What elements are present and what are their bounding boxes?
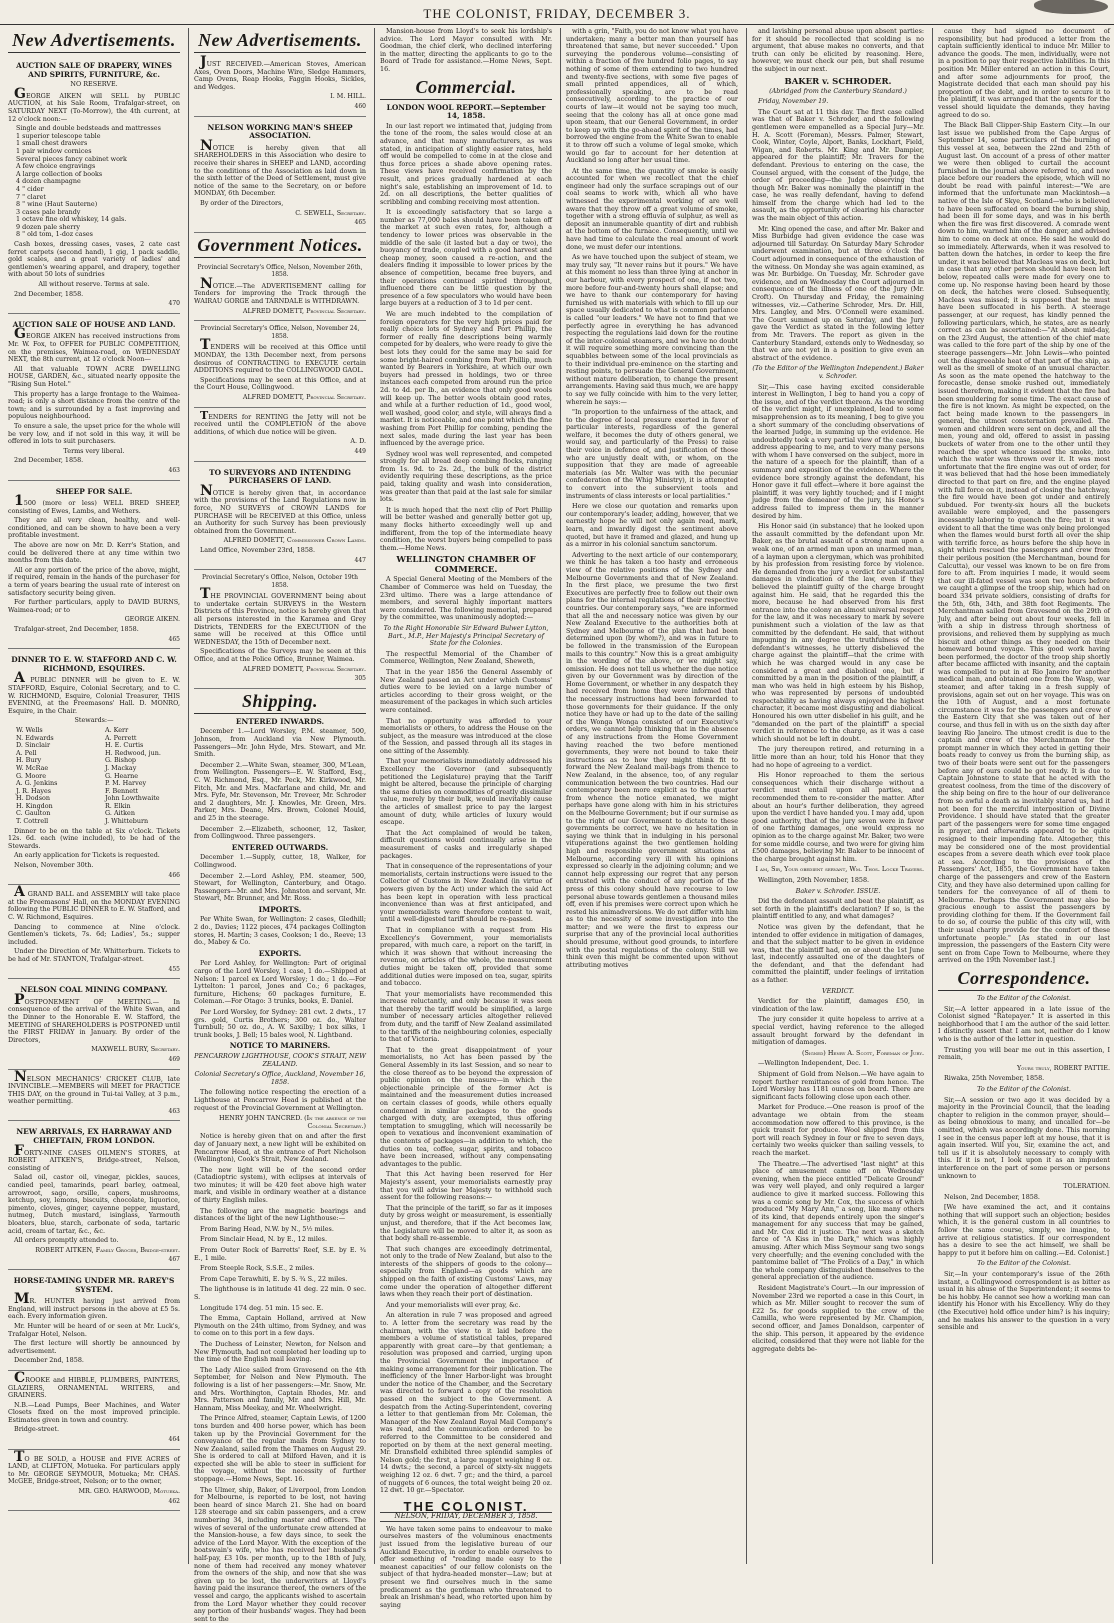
ad-lead: GEORGE AIKEN has received instructions from Mr. W. Fox, to OFFER for PUBLIC COMPETITION, on the premises, Waimea-road, on WEDNESDAY NEXT, the 8th current, at 12 o'clock Noon—: [8, 326, 180, 364]
section-header-correspondence: Correspondence.: [938, 968, 1110, 991]
column-rule: [374, 28, 375, 1564]
letter-address: To the Editor of the Colonist.: [977, 1084, 1071, 1093]
local-news: [752, 1071, 924, 1353]
letter-pattie: [938, 995, 1110, 1083]
article-dateline: Nelson, 2nd December, 1858.: [944, 1192, 1040, 1201]
ad-lead: GEORGE AIKEN will SELL by PUBLIC AUCTION, at his Sale Room, Trafalgar-street, on SATURDAY NEXT (To-Morrow), the 4th current, at 12 o'clock noon:—: [8, 85, 180, 123]
article-paragraph: The Theatre.—The advertised "last night" at this place of amusement came off on Wednesday evening, when the piece entitled "Delicate Ground" was very well played, and only required a larger audience to give it marked success. Following this was a comic song by Mr. Cox, the success of which produced "My Mary Ann," a song, like many others of its kind, that depends entirely upon the singer's management for any success that may be gained, and Mr. Cox did it justice. The next was a sketch farce of "A Kiss in the Dark," which was highly amusing. After which Miss Seymour sang two songs very cheerfully; and the evening concluded with the pantomime ballet of "The Frolics of a Day," in which the whole company distinguished themselves to the general appreciation of the audience.: [752, 1159, 924, 1282]
bearing: From Sinclair Head, N. by E., 12 miles.: [200, 1235, 327, 1244]
stewards-list: [8, 727, 180, 828]
article-paragraph: Sydney wool was well represented, and competed strongly for all bread deep combing flocks, ranging from 1s. 9d. to 2s. 2d., the bulk of the district evidently requiring these descriptions, as the price paid, taking quality and wash into consideration, was greater than that paid at the last sale for similar lots.: [380, 449, 552, 504]
ad-body: Salad oil, castor oil, vinegar, pickles, sauces, candied peel, tamarinds, pearl barley, oatmeal, arrowroot, sago, orsille, capers, mushrooms, ketchup, soy, lemons, biscuits, chocolate, liquorice, pimento, cloves, ginger, cayenne pepper, mustard, nutmeg, Dutch mustard, isinglass, Yarmouth bloaters, blue, starch, carbonate of soda, tartaric acid, cream of tartar, &c., &c.: [8, 1173, 180, 1235]
article-paragraph: The Duchess of Leinster, Newton, for Nelson and New Plymouth, had not completed her loading up to the time of the English mail leaving.: [194, 1339, 366, 1364]
article-title: WELLINGTON CHAMBER OF COMMERCE.: [396, 555, 536, 576]
article-paragraph: Sir,—A letter appeared in a late issue of the Colonist signed "Ratepayer." It is asserted in this neighborhood that I am the author of the said letter. I distinctly assert that I am not, neither do I know who is the author of the letter in question.: [938, 1004, 1110, 1043]
ad-date: Nelson, November 30th.: [14, 861, 94, 870]
notice-number: 447: [354, 556, 366, 564]
notice-office: Land Office, November 23rd, 1858.: [200, 545, 316, 554]
columns: [8, 27, 1110, 1623]
list-item: 4 dozen champagne: [16, 177, 81, 186]
ad-number: 467: [168, 1256, 180, 1264]
article-title: LONDON WOOL REPORT.—September 14, 1858.: [386, 102, 546, 121]
article-paragraph: The jury consider it quite hopeless to arrive at a special verdict, having reference to the alleged assault brought forward by the defendant in mitigation of damages.: [752, 1015, 924, 1047]
ad-body: All orders promptly attended to.: [14, 1236, 119, 1245]
ad-number: 463: [168, 466, 180, 474]
article-paragraph: That your memorialists have recommended this increase reluctantly, and only because it was seen that thereby the tariff would be simplified, a large number of necessary articles altogether relieved from duty, and the tariff of New Zealand assimilated to the tariffs of the neighbouring colonies, especially to that of Victoria.: [380, 989, 552, 1044]
ad-signature: GEORGE AIKEN.: [124, 615, 180, 624]
ad-cricket-club: [8, 1068, 180, 1122]
notice-number: 449: [354, 447, 366, 455]
ad-body: By order of the Directors,: [200, 198, 284, 207]
notice-title: TO SURVEYORS AND INTENDING PURCHASERS OF LAND.: [209, 467, 351, 486]
notice-lead: NOTICE is hereby given that, in accordance with the provisions of the Land Regulations now in force, NO SURVEYS of CROWN LANDS for PURCHASE will be RECEIVED at this Office, unless an Authority for such Survey has been previously obtained from the Government.: [194, 482, 366, 535]
letter-toleration: [938, 1086, 1110, 1257]
editorial-continued: [566, 28, 738, 969]
letter-address: To the Editor of the Colonist.: [977, 994, 1071, 1003]
column-4: [566, 28, 738, 1564]
ink-blot: [1034, 0, 1108, 14]
ad-signature: ROBERT AITKEN, Family Grocer, Bridge-street.: [35, 1245, 180, 1254]
article-title: NOTICE TO MARINERS.: [229, 1041, 331, 1051]
ad-sheep-association: [194, 119, 366, 233]
ad-body: All that valuable TOWN ACRE DWELLING HOUSE, GARDEN, &c., situated nearly opposite the "Rising Sun Hotel.": [8, 364, 180, 388]
article-paragraph: Shipment of Gold from Nelson.—We have again to report further remittances of gold from hence. The Lord Worsley has 1181 ounces on board. There are significant facts following close upon each other.: [752, 1070, 924, 1101]
shipping-subhead: ENTERED INWARDS.: [235, 716, 325, 726]
editorial-masthead: THE COLONIST.: [403, 1498, 529, 1514]
ad-number: 465: [354, 219, 366, 227]
notice-lead: TENDERS for RENTING the Jetty will not be received until the COMPLETION of the above additions, of which due notice will be given.: [194, 408, 366, 436]
list-item: W. McRae: [16, 763, 49, 772]
ad-body: For further particulars, apply to DAVID BURNS, Waimea-road; or to: [8, 598, 180, 614]
notice-lead: THE PROVINCIAL GOVERNMENT being about to undertake certain SURVEYS in the Western Districts of this Province, notice is hereby given that all persons interested in the Karamea and Grey Districts, TENDERS for the EXECUTION of the same will be received at this Office until WEDNESDAY, the 15th of December next.: [194, 586, 366, 646]
article-paragraph: That your memorialists immediately addressed his Excellency the Governor (and subsequently petitioned the Legislature) praying that the Tariff might be altered, because the principle of charging the same duties on commodities of greatly dissimilar value, merely by their bulk, would inevitably cause the articles of smallest price to pay the largest amount of duty, while articles of luxury would escape.: [380, 757, 552, 827]
bearing: The lighthouse is in latitude 41 deg. 22 min. 0 sec. S.: [194, 1285, 366, 1301]
shipping-entry: Per Lord Ashley, for Wellington: Part of original cargo of the Lord Worsley, 1 case, 1 do.—Shipped at Nelson: 1 parcel ex Lord Worsley; 1 do.; 1 do.—For Lyttelton: 1 parcel, Jones and Co.; 6 packages, furniture, Hichens; 60 packages furniture, E. Coleman.—For Otago: 3 trunks, books, E. Daniel.: [194, 959, 366, 1006]
article-paragraph: The Black Ball Clipper-Ship Eastern City.—In our last issue we published from the Cape Argus of September 14, some particulars of the burning of this vessel at sea, between the 22nd and 25th of August last. On account of a press of other matter we were then obliged to curtail the account furnished in the journal above referred to, and now place before our readers the episode, which will no doubt be read with painful interest:—"We are informed that the unfortunate man Mackintosh—a native of the Isle of Skye, Scotland—who is believed to have been suffocated on board the burning ship, had been ill for some days, and was in his berth when the fire was first discovered. A comrade went down to him, warned him of the danger, and advised him to come on deck at once. He said he would do so immediately. Afterwards, when it was resolved to batten down the hatches, in order to keep the fire under, it was believed that Macleas was on deck, but in case that any other person should have been left below, repeated calls were made for every one to come up. No response having been heard by those on deck, the hatches were closed. Subsequently, Macleas was missed; it is supposed that he must have been suffocated in his berth. A steerage passenger, at our request, has kindly penned the following particulars, which, he states, are as nearly correct as can be ascertained:—"At about mid-day, on the 23rd August, the attention of the chief mate was called to the fore part of the ship by one of the steerage passengers—Mr. John Lewis—who pointed out the disagreeable heat of that part of the ship, as well as the smell of smoke of an unusual character. As soon as the mate opened the hatchway to the forecastle, dense smoke rushed out, immediately issued therefrom, making it evident that the fire had been smouldering for some time. The exact cause of the fire is not known. As might be expected, on the fact being made known to the passengers in general, the utmost consternation prevailed. The women and children were sent on deck, and all the men, young and old, offered to assist in passing buckets of water from one to the other until they reached the spot whence issued the smoke, into which the water was thrown over it. It was most unfortunate that the fire engine was out of order, for it was believed that had the hose been immediately directed to that part on fire, and the engine played with full force on it, instead of closing the hatchway, the fire would have been got under and entirely subdued. For twenty-six hours all the buckets available were employed, and the passengers incessantly laboring to quench the fire; but it was evident to all that the time was only being prolonged when the flames would burst forth all over the ship with terrific force, as hours before the ship hove in sight which rescued the passengers and crew from their perilous position (the Merchantman, bound for Calcutta), our vessel was known to be on fire from fore to aft. From inquiries I made, it would seem that our ill-fated vessel was seen two hours before we caught a glimpse of the troop ship, which had on board 334 private soldiers, consisting of drafts for the 5th, 6th, 34th, and 38th foot Regiments. The Merchantman sailed from Gravesend on the 29th of July, and after being out about four weeks, fell in with a ship in distress through shortness of provisions, and relieved them by supplying as much biscuit and other things as they needed on their homeward bound voyage. This good work having been performed, the doctor of the troop ship shortly after became afflicted with insanity, and the captain was compelled to put in at Rio Janeiro for another medical man, and obtained one from the Wasp, war steamer, and after taking in a fresh supply of provisions, again set out on her voyage. This was on the 10th of August, and a most fortunate circumstance it was for the passengers and crew of the Eastern City that she was taken out of her course, and thus fell in with us on the sixth day after leaving Rio Janeiro. The utmost credit is due to the captain and crew of the Merchantman for the prompt manner in which they acted in getting their boats ready to convey us from the burning ship, as two of their boats were sent out for the passengers before any of ours could be got ready. It is due to Captain Johnstone to state that he acted with the greatest coolness, from the time of the discovery of the ship being on fire to the hour of our deliverance from so awful a death as inevitably stared us, had it not been for the merciful interposition of Divine Providence. I should have stated that the greater part of the passengers were for some time engaged in prayer, and afterwards appeared to be quite resigned to their impending fate. Altogether, this may be considered one of the most providential escapes from a severe death which ever took place at sea. According to the provisions of the Passengers' Act, 1855, the Government have taken charge of the passengers and crew of the Eastern City, and they have also determined upon calling for tenders for the conveyance of all of them to Melbourne. Perhaps the Government may also be gracious enough to assist the passengers by providing clothing for them. If the Government fail to do so, of course the public of this city will, with their usual charity provide for the comfort of these unfortunate people." [As stated in our last impression, the passengers of the Eastern City were sent on from Cape Town to Melbourne, where they arrived on the 19th November last.]: [938, 121, 1110, 965]
shipping-entry: December 1.—Supply, cutter, 18, Walker, for Collingwood.: [194, 853, 366, 869]
list-item: 3 cases pale brandy: [16, 207, 81, 216]
article-paragraph: At the same time, the quantity of smoke is easily accounted for when we recollect that the chief engineer had only the surface scrapings out of our coal seams to work with, which all who have witnessed the experimental working of are well aware that they throw off a great volume of smoke, together with a strong effluvia of sulphur, as well as deposit an innumerable quantity of dirt and rubbish at the bottom of the furnace. Consequently, until we have had time to calculate the real amount of work done, we must defer our intentions.: [566, 166, 738, 251]
article-paragraph: That in the year 1856 the General Assembly of New Zealand passed an Act under which Customs' duties were to be levied on a large number of articles according to their gross weight, or the measurement of the packages in which such articles were contained.: [380, 667, 552, 714]
article-paragraph: The jury thereupon retired, and returning in a little more than an hour, told his Honor that they had no hope of agreeing to a verdict.: [752, 745, 924, 769]
ad-lead: MR. HUNTER having just arrived from England, will instruct persons in the above at £5 5s. each. Every information given.: [8, 1291, 180, 1321]
list-item: F. Bennett: [105, 786, 139, 795]
notice-office: Provincial Secretary's Office, Nelson, October 19th 1858.: [202, 574, 358, 589]
notice-surveyors: [194, 464, 366, 571]
ad-sheep-for-sale: [8, 483, 180, 650]
article-dateline: Riwaka, 25th November, 1858.: [944, 1074, 1045, 1083]
list-item: 1 superior telescope table: [16, 131, 101, 140]
ad-place: Bridge-street.: [14, 1425, 59, 1434]
column-2: [194, 28, 366, 1623]
ad-body: N.B.—Lead Pumps, Beer Machines, and Water Closets fixed on the most improved principle. Estimates given in town and country.: [8, 1400, 180, 1424]
notice-signature: ALFRED DOMETT, Provincial Secretary.: [242, 393, 366, 401]
shipping-news: [194, 718, 366, 1040]
article-paragraph: The Prince Alfred, steamer, Captain Lewis, of 1200 tons burden and 400 horse power, which has been taken up by the Provincial Government for the conveyance of the regular mails from Sydney to New Zealand, sailed from the Thames on August 29. She is ordered to call at Milford Haven, and it is expected she will be able to steer in sufficient for the voyage, without the necessity of further stoppage.—Home News, Sept. 16.: [194, 1414, 366, 1484]
ad-body: Dinner to be on the table at Six o'clock. Tickets 12s. 6d. each (wine included), to be had of the Stewards.: [8, 826, 180, 850]
column-3: [380, 27, 552, 1609]
article-paragraph: Mansion-house from Lloyd's to seek his lordship's advice. The Lord Mayor consulted with Mr. Goodman, the chief clerk, who declined interfering in the matter, directing the applicants to go to the Board of Trade for assistance.—Home News, Sept. 16.: [380, 27, 552, 73]
article-subtitle: (Abridged from the Canterbury Standard.): [769, 86, 907, 95]
list-item: G. Aitken: [105, 809, 135, 818]
editorial-date: NELSON, FRIDAY, DECEMBER 3, 1858.: [380, 1512, 552, 1522]
article-signature: Yours truly, ROBERT PATTIE.: [1016, 1063, 1110, 1072]
list-item: H. Redwood, jun.: [105, 748, 161, 757]
ad-lead: CROOKE and HIBBLE, PLUMBERS, PAINTERS, GLAZIERS, ORNAMENTAL WRITERS, and GRAINERS.: [8, 1369, 180, 1400]
article-subtitle: PENCARROW LIGHTHOUSE, COOK'S STRAIT, NEW ZEALAND.: [194, 1051, 366, 1068]
list-item: H. Kingdon: [16, 801, 53, 810]
notice-collingwood-gaol: [194, 323, 366, 407]
notice-provincial-surveys: [194, 572, 366, 689]
article-paragraph: That this Act having been reserved for Her Majesty's assent, your memorialists earnestly pray that you will advise her Majesty to withhold such assent for the following reasons:—: [380, 1170, 552, 1202]
verdict-heading: VERDICT.: [822, 986, 854, 995]
list-item: G. Hearne: [105, 771, 139, 780]
column-rule: [560, 28, 561, 1564]
article-paragraph: The new light will be of the second order (Catadioptric system), with eclipses at intervals of two minutes; it will be 420 feet above high water mark, and visible in ordinary weather at a distance of thirty English miles.: [194, 1165, 366, 1205]
notice-office: Provincial Secretary's Office, Nelson, November 24, 1858.: [200, 325, 360, 340]
bearing: From Steeple Rock, S.S.E., 2 miles.: [200, 1264, 315, 1273]
ad-coal-mining: [8, 981, 180, 1069]
article-paragraph: The Ulmer, ship, Baker, of Liverpool, from London for Melbourne, is reported to be lost, not having been heard of since March 21. She had on board 128 steerage and six cabin passengers, and a crew numbering 34, including master and officers. The wives of several of the unfortunate crew attended at the Mansion-house, a few days since, to seek the advice of the Lord Mayor. With the exception of the boatswain's wife, who has received her husband's half-pay, £3 10s. per month, up to the 18th of July, none of them had received any money whatever from the owners of the ship, and now that she was given up to be lost, the underwriters at Lloyd's having paid the insurance thereof, the owners of the vessel and cargo, the applicants wished to ascertain from the Lord Mayor whether they could recover any portion of their husbands' wages. They had been sent to the: [194, 1485, 366, 1623]
article-dateline: Friday, November 19.: [758, 97, 829, 106]
ad-date: 2nd December, 1858.: [14, 456, 84, 465]
ad-body: This property has a large frontage to the Waimea-road; is only a short distance from the centre of the town; and is surrounded by a fast improving and populous neighbourhood.: [8, 389, 180, 421]
ad-signature: C. SEWELL, Secretary.: [295, 208, 366, 217]
column-rule: [932, 28, 933, 1564]
shipping-entry: December 2.—White Swan, steamer, 300, M'Lean, from Wellington. Passengers—E. W. Stafford, Esq., C. W. Richmond, Esq., Mr. Peck, Mr. Kirkwood, Mr. Fitch, Mr. and Mrs. Macfarlane and child, Mr. and Mrs. Fyfe, Mr. Stevenson, Mr. Treveer, Mr. Schroder and 2 daughters, Mr. J. Knowles, Mr. Green, Mrs. Parker, Mrs. Deane, Mrs. Brown, Colonel Mould, and 25 in the steerage.: [194, 760, 366, 822]
list-item: H. Bury: [16, 756, 42, 765]
article-paragraph: Mr. King opened the case, and after Mr. Baker and Miss Burbidge had given evidence the case was adjourned till Saturday. On Saturday Mary Schroder underwent examination, but at three o'clock the Court adjourned in consequence of the exhaustion of the witness. On Monday she was again examined, as was Mr. Burbidge. On Tuesday, Mr. Schroder gave evidence, and on Wednesday the Court adjourned in consequence of the illness of one of the Jury (Mr. Croft). On Thursday and Friday, the remaining witnesses, viz.—Catherine Schroder, Mrs. Dr. Hill, Mrs. Langley, and Mrs. O'Connell were examined. The Court summed up on Saturday, and the Jury gave the Verdict as stated in the following letter from Mr. Travers. The report as given in the Canterbury Standard, extends only to Wednesday, so that we are not yet in a position to give even an abstract of the evidence.: [752, 224, 924, 362]
article-paragraph: "In proportion to the unfairness of the attack, and to the degree of local pressure exerted in favor of particular interests, regardless of the general welfare, it becomes the duty of others general, we would say, and particularly of the Press) to raise their voice in defence of, and justification of those who are unjustly dealt with, or whom, on the supposition that they are made of agreeable materials (as Mr. Walter was with the pecuniar confederation of the Whig Ministry), it is attempted to convert into the subservient tools and instruments of class interests or local partialities.": [566, 408, 738, 500]
article-paragraph: As we have touched upon the subject of steam, we may truly say, "It never rains but it pours." We have at this moment no less than three lying at anchor in our harbour, with every prospect of one, if not two, more before four-and-twenty hours shall elapse; and we have to thank our contemporary for having furnished us with materials with which to fill up our space usually dedicated to what is common parlance is called "our leaders." We have not to find that we perfectly agree in everything he has advanced respecting the regulations laid down for the routine of the inter-colonial steamers, and we have no doubt it will require something more convincing than the squabbles between some of the local provincials as to their individual pre-eminence on the starting and resting points, to persuade the General Government, without mature deliberation, to change the present arrangements. Having said thus much, we are happy to say we fully coincide with him to the very letter, wherein he says:—: [566, 253, 738, 406]
notice-wairau-gorge: [194, 262, 366, 322]
masthead: [0, 4, 1114, 25]
list-item: A. Kerr: [105, 725, 129, 734]
article-office: Colonial Secretary's Office, Auckland, November 16, 1858.: [194, 1070, 366, 1086]
list-item: G. Bishop: [105, 756, 137, 765]
shipping-subhead: EXPORTS.: [258, 948, 302, 958]
ad-body: The above are now on Mr. D. Kerr's Station, and could be delivered there at any time within two months from this date.: [8, 541, 180, 565]
list-item: 4 " cider: [16, 184, 44, 193]
list-item: C. Gaulton: [16, 809, 51, 818]
article-continued: [380, 28, 552, 74]
list-item: A few choice engravings: [16, 162, 96, 171]
article-paragraph: In our last report we intimated that, judging from the tone of the room, the sales would close at an advance, and that many manufacturers, as was stated, in anticipation of slightly easier rates, held off would be compelled to come in at the close and thus force prices a shade above opening rates. These views have received confirmation by the result, and prices gradually hardened at each night's sale, establishing an improvement of 1d. to 2d. on all descriptions, the better qualities of scribbling and combing receiving most attention.: [380, 121, 552, 206]
list-item: 1 octave fine old whiskey, 14 gals.: [16, 215, 127, 224]
article-paragraph: Resident Magistrate's Court.—In our impression of November 23rd we reported a case in this Court, in which as Mr. Miller sought to recover the sum of £22 5s. for goods supplied to the crew of the Camilla, who were represented by Mr. Champion, second officer, and James Donaldson, carpenter of the ship. This person, it appeared by the evidence elicited, considered that they were not liable for the aggregate debts be-: [752, 1284, 924, 1353]
notice-signature: A. D.: [350, 437, 366, 446]
list-item: J. R. Hayes: [16, 786, 52, 795]
list-item: A. Perrett: [105, 733, 137, 742]
ad-number: 463: [168, 1107, 180, 1115]
stewards-right: [97, 727, 180, 826]
section-header-commercial: Commercial.: [380, 77, 552, 100]
column-rule: [188, 28, 189, 1564]
notice-number: 305: [354, 675, 366, 683]
letter-collingwood: [938, 1260, 1110, 1331]
ad-body: All or any portion of the price of the above, might, if required, remain in the hands of the purchaser for a term of years bearing the usual rate of interest on satisfactory security being given.: [8, 565, 180, 597]
section-header-new-advertisements: New Advertisements.: [194, 30, 366, 53]
shipping-entry: Per Lord Worsley, for Sydney: 281 cwt. 2 dwts., 17 grs. gold, Curtis Brothers; 300 oz. do., Walter Turnbull; 50 oz. do., A. W. Saxilby; 1 box silks, 1 trunk books, J. Bell; 15 bales wool, N. Lightband.: [194, 1008, 366, 1039]
notice-office: Provincial Secretary's Office, Nelson, November 26th, 1858.: [197, 263, 363, 279]
article-dateline: Wellington, 29th November, 1858.: [758, 875, 870, 884]
editor-note: [We have examined the act, and it contains nothing that will support such an objection; besides which, it is the general custom in all countries to follow the same course, simply, we imagine, to arrive at religious statistics. If our correspondent has a desire to see the act himself, we shall be happy to put it before him on calling.—Ed. Colonist.]: [938, 1203, 1110, 1257]
article-paragraph: That in consequence of the representations of your memorialists, certain instructions were issued to the Collector of Customs in New Zealand (in virtue of powers given by the Act) under which the said Act has been kept in operation with less practical inconvenience than was at first anticipated, and your memorialists were therefore content to wait, until a well-digested tariff should be re-passed.: [380, 862, 552, 924]
column-6: [938, 28, 1110, 1564]
ad-number: 464: [168, 1436, 180, 1444]
article-paragraph: Did the defendant assault and beat the plaintiff, as set forth in the plaintiff's declaration? If so, is the plaintiff entitled to any, and what damages?: [752, 897, 924, 921]
ad-title: SHEEP FOR SALE.: [55, 486, 133, 496]
article-paragraph: That no opportunity was afforded to your memorialists or others, to address the House on the subject, as the measure was introduced at the close of the Session, and passed through all its stages in one sitting of the Assembly.: [380, 716, 552, 755]
list-item: 1 pair window cornices: [16, 146, 92, 155]
list-item: Several pieces fancy cabinet work: [16, 154, 127, 163]
list-item: 8 " old tom, 1-doz cases: [16, 230, 93, 239]
list-item: A large collection of books: [16, 169, 103, 178]
article-paragraph: And your memorialists will ever pray, &c.: [386, 1300, 521, 1309]
article-paragraph: That in compliance with a request from His Excellency's Government, your memorialists prepared, with much care, a report on the tariff, in which it was shown that without increasing the revenue, on articles of the whole, the measurement duties might be taken off, provided that some additional duties were imposed on tea, sugar, spirits and tobacco.: [380, 925, 552, 988]
article-paragraph: and lavishing personal abuse upon absent parties: for it should be recollected that scolding is no argument, that abuse makes no converts, and that truth can only be elicited by reasoning. Here, however, we must check our pen, but shall resume the subject in our next.: [752, 27, 924, 73]
ad-subtitle: NO RESERVE.: [70, 80, 118, 89]
ad-body: Mr. Hunter will be heard of or seen at Mr. Luck's, Trafalgar Hotel, Nelson.: [8, 1321, 180, 1338]
ad-plumbers: [8, 1369, 180, 1450]
article-signature: (Signed) Henry A. Scott, Foreman of Jury.: [802, 1048, 924, 1057]
ad-body: To ensure a sale, the upset price for the whole will be very low, and if not sold in this way, it will be offered in lots to suit purchasers.: [8, 421, 180, 446]
shipping-subhead: ENTERED OUTWARDS.: [231, 842, 329, 852]
list-item: N. Edwards: [16, 733, 54, 742]
ad-body: An early application for Tickets is requested.: [14, 851, 160, 860]
list-item: A. G. Jenkins: [16, 779, 58, 788]
article-paragraph: It is much hoped that the next clip of Port Phillip will be better washed and generally better got up, many flocks hitherto exceedingly well up and indifferent, from the top of the intermediate heavy condition, the worst buyers being compelled to pass them.—Home News.: [380, 505, 552, 552]
article-signature: I am, Sir, Your obedient servant, Wm. Thos. Locke Travers.: [755, 865, 924, 874]
letter-address: To the Editor of the Colonist.: [977, 1259, 1071, 1268]
ad-house-for-sale: [8, 1448, 180, 1512]
ad-title: HORSE-TAMING UNDER MR. RAREY'S SYSTEM.: [13, 1275, 175, 1294]
ad-lead: A PUBLIC DINNER will be given to E. W. STAFFORD, Esquire, Colonial Secretary, and to C. W. RICHMOND, Esquire, Colonial Treasurer, THIS EVENING, at the Freemasons' Hall. D. MONRO, Esquire, in the Chair.: [8, 670, 180, 715]
list-item: 9 dozen pale sherry: [16, 222, 80, 231]
ad-body: They are all very clean, healthy, and well-conditioned, and can be shown to have been a very profitable investment.: [8, 516, 180, 540]
ad-title: NELSON WORKING MAN'S SHEEP ASSOCIATION.: [207, 122, 353, 141]
ad-grand-ball: [8, 884, 180, 979]
letter-heading: (To the Editor of the Wellington Independent.) Baker v. Schroder.: [752, 364, 924, 380]
chamber-of-commerce: [380, 555, 552, 1494]
column-rule: [746, 28, 747, 1564]
ad-number: 470: [168, 300, 180, 308]
article-source: —Wellington Independent, Dec. 1.: [758, 1059, 869, 1068]
shipping-entry: December 2.—Lord Ashley, P.M. steamer, 500, Stewart, for Wellington, Canterbury, and Otago. Passengers—Mr. and Mrs. Johnston and servant, Mr. Stewart, Mr. Brunner, and Mr. Ross.: [194, 871, 366, 903]
ad-body: The first lecture will shortly be announced by advertisement.: [8, 1339, 180, 1355]
article-signature: TOLERATION.: [1063, 1182, 1110, 1191]
ad-terms: Terms very liberal.: [63, 446, 125, 455]
article-signature: HENRY JOHN TANCRED. (In the absence of the Colonial Secretary.): [219, 1114, 366, 1130]
ad-date: 2nd December, 1858.: [14, 289, 84, 298]
ad-lead: FORTY-NINE CASES OILMEN'S STORES, at ROBERT AITKEN'S, Bridge-street, Nelson, consisting of: [8, 1142, 180, 1172]
list-item: H. E. Curtis: [105, 741, 144, 750]
wool-report: [380, 104, 552, 553]
column-1: [8, 28, 180, 1564]
ad-just-received: [194, 54, 366, 117]
notice-signature: ALFRED DOMETT, Provincial Secretary.: [242, 664, 366, 673]
bearing: From Cape Terawhiti, E. by S. ¾ S., 22 miles.: [200, 1274, 348, 1283]
ad-number: 469: [168, 1055, 180, 1063]
notice-lead: NOTICE.—The ADVERTISEMENT calling for Tenders for improving the Track through the WAIRAU GORGE and TARNDALE is WITHDRAWN.: [194, 275, 366, 306]
ad-lead: NOTICE is hereby given that all SHAREHOLDERS in this Association who desire to receive their shares in SHEEP and LAND, according to the conditions of the Association as laid down in the sixth letter of the Deed of Settlement, must give notice of the same to the Secretary, on or before MONDAY, 6th December.: [194, 137, 366, 198]
ad-horse-taming: [8, 1272, 180, 1371]
local-news-continued: [938, 28, 1110, 965]
ad-lead: A GRAND BALL and ASSEMBLY will take place at the Freemasons' Hall, on the MONDAY EVENING following the PUBLIC DINNER to E. W. Stafford, and C. W. Richmond, Esquires.: [8, 884, 180, 921]
stewards-label: Stewards:—: [74, 716, 114, 725]
ad-signature: MR. GEO. HARWOOD, Motueka.: [78, 1487, 180, 1496]
article-paragraph: The following are the magnetic bearings and distances of the light of the new Lighthouse:—: [194, 1206, 366, 1223]
article-paragraph: Here we close our quotation and remarks upon our contemporary's leader, adding, however, that we earnestly hope he will not only again read, mark, learn, and inwardly digest the sentiment above quoted, but have it framed and glazed, and hung up as a mirror in his colonial sanctum sanctorum.: [566, 502, 738, 549]
ad-number: 455: [168, 965, 180, 973]
ad-lead: 1500 (more or less) WELL BRED SHEEP, consisting of Ewes, Lambs, and Wethers.: [8, 493, 180, 515]
ad-lead: POSTPONEMENT OF MEETING.— In consequence of the arrival of the White Swan, and the Dinner to the Honorable E. W. Stafford, the MEETING of SHAREHOLDERS is POSTPONED until the FIRST FRIDAY in January. By order of the Directors,: [8, 991, 180, 1044]
article-paragraph: Sir,—A session or two ago it was decided by a majority in the Provincial Council, that the leading chapter to religion in the common prayer, should—as being obnoxious to many, and uncalled for—be omitted, which was accordingly done. This morning I see in the census paper left at my house, that it is again inserted. Will you, Sir, examine the act, and tell us if it is absolutely necessary to comply with this. If it is not, I look upon it as an impudent interference on the part of some person or persons unknown to: [938, 1095, 1110, 1180]
article-paragraph: An alteration in rule 7 was proposed and agreed to. A letter from the secretary was read by the chairman, with the view to it laid before the members a volume of statistical tables, prepared apparently with great care—by that gentleman; a resolution was proposed and carried, urging upon the Provincial Government the importance of making some arrangement for their publication. The inefficiency of the Inner Harbor-light was brought under the notice of the Chamber, and the Secretary was directed to forward a copy of the resolution passed on the subject to the Government. A despatch from the Acting-Superintendent, covering a letter to that gentleman from Mr. Coleman, the Manager of the New Zealand Royal Mail Company's was read, and the communication ordered to be referred to the Committee to be considered and reported on by them at the next general meeting. Mr. Dransfield exhibited three splendid samples of Nelson gold; the first, a large nugget weighing 8 oz. 14 dwts.; the second, a parcel of sixty-six nuggets weighing 12 oz. 6 dwt. 7 gr.; and the third, a parcel of nuggets of 6 ounces, the total weight being 20 oz. 12 dwt. 10 gr.—Spectator.: [380, 1311, 552, 1495]
list-item: 1 small chest drawers: [16, 139, 88, 148]
ad-date: December 2nd, 1858.: [14, 1356, 84, 1365]
article-paragraph: We have taken some pains to endeavour to make ourselves masters of the voluminous enactments just issued from the legislative bureau of our Auckland Executive, in order to enable ourselves to offer something of "reading made easy to the meanest capacities" of our fellow colonists on the subject of that hydra-headed monster—Law; but at present we find ourselves much in the same predicament as the gentleman who threatened to break an Irishman's head, who retorted upon him by saying: [380, 1524, 552, 1609]
section-header-new-advertisements: New Advertisements.: [8, 30, 180, 53]
article-paragraph: cause they had signed no document of responsibility, but had produced a letter from the captain sufficiently identical to induce Mr. Miller to advance the goods. The men, individually, were not in a position to pay their respective liabilities. In this position Mr. Miller entered an action in this Court, and after some adjournments for proof, the Magistrate decided that each man should pay his proportion of the debt, and in order to secure it to the plaintiff, it was arranged that the agents for the vessel should liquidate the demands, they having agreed to do so.: [938, 27, 1110, 119]
ad-public-dinner: [8, 651, 180, 885]
article-paragraph: Trusting you will bear me out in this assertion, I remain,: [938, 1045, 1110, 1062]
article-paragraph: The Lady Alice sailed from Gravesend on the 4th September, for Nelson and New Plymouth. The following is a list of her passengers:—Mr. Snow, Mr. and Mrs. Worthington, Captain Rhodes, Mr. and Mrs. Patterson and family, Mr. and Mrs. Hill, Mr. Hannam, Miss Meekay, and Mr. Wheelwright.: [194, 1365, 366, 1412]
section-header-shipping: Shipping.: [194, 691, 366, 714]
article-paragraph: Sir,—This case having excited considerable interest in Wellington, I beg to hand you a copy of the issue, and of the verdict thereon. As the wording of the verdict might, if unexplained, lead to some misapprehension as to its meaning, I beg to give you a short summary of the concluding observations of the learned Judge, in summing up the evidence. He undoubtedly took a very partial view of the case, his address appearing to me, and to very many persons with whom I have conversed on the subject, more in the nature of a speech for the plaintiff, than of a summary and exposition of the evidence. Where the evidence bore strongly against the defendant, his Honor gave it full effect—where it bore against the plaintiff, it was very lightly touched; and if I might judge from the demeanor of the jury, his Honor's address failed to impress them in the manner desired by him.: [752, 382, 924, 520]
ad-title: AUCTION SALE OF DRAPERY, WINES AND SPIRITS, FURNITURE, &c.: [16, 61, 172, 79]
baker-v-schroder: [752, 77, 924, 1068]
article-paragraph: Notice was given by the defendant, that he intended to offer evidence in mitigation of damages, and that the subject matter to be given in evidence was, that the plaintiff had, on or about the 1st June last, indecently assaulted one of the daughters of the defendant, and that the defendant had committed the plaintiff, under feelings of irritation as a father.: [752, 922, 924, 985]
ad-lead: TO BE SOLD, a HOUSE and FIVE ACRES of LAND, at CLIFTON, Motueka. For particulars apply to Mr. GEORGE SEYMOUR, Motueka; Mr. CHAS. McGEE, Bridge-street, Nelson; or to the owner,: [8, 1448, 180, 1486]
ad-lead: NELSON MECHANICS' CRICKET CLUB, late INVINCIBLE.—MEMBERS will MEET for PRACTICE THIS DAY, on the ground in Tui-tai Valley, at 3 p.m., weather permitting.: [8, 1068, 180, 1106]
stewards-left: [8, 727, 91, 826]
article-paragraph: The respectful Memorial of the Chamber of Commerce, Wellington, New Zealand, Sheweth,: [380, 649, 552, 666]
notice-jetty: [194, 410, 366, 462]
notice-signature: ALFRED DOMETT, Commissioner Crown Lands.: [223, 536, 366, 545]
article-paragraph: Sir,—In your contemporary's issue of the 26th instant, a Collingwood correspondent is as bitter as usual in his abuse of the Superintendent; it seems to be his hobby. He cannot see how a working man can identify his Honor with his Excellency. Why do they (the Executive) hold office under him? is his inquiry; and he makes his answer to the question in a very sensible and: [938, 1270, 1110, 1332]
ad-body: Dancing to commence at Nine o'clock. Gentlemen's tickets, 7s. 6d; Ladies', 5s.; supper included.: [8, 922, 180, 946]
list-item: T. Cottrell: [16, 817, 49, 826]
column-5: [752, 28, 924, 1564]
ad-items: [8, 125, 180, 239]
article-paragraph: Market for Produce.—One reason is proof of the advantage we obtain from the steam accommodation now offered to this province, is the quick transit for produce. Wool shipped from this port will reach Sydney in four or five to seven days, certainly two weeks quicker than sailing vessels, to reach the market.: [752, 1103, 924, 1157]
editorial: [380, 1526, 552, 1610]
ad-terms: All without reserve. Terms at sale.: [38, 280, 150, 289]
article-paragraph: It is exceedingly satisfactory that so large a number as 77,000 bales should have been taken off the market at such even rates, for, although a tendency to lower prices was observable in the middle of the sale (it lasted but a day or two), the buoyancy of trade, coupled with a good harvest and cheap money, soon caused a re-action, and the dealers finding it impossible to lower prices by the absence of competition, became free buyers, and their operations continued spirited throughout, influenced there can be little question by the presence of a few speculators who would have been large buyers at a reduction of 3 to 1d per cent.: [380, 208, 552, 308]
ad-title: NELSON COAL MINING COMPANY.: [20, 985, 168, 995]
list-item: John Lowthwaite: [105, 794, 160, 803]
list-item: R. Elkin: [105, 801, 131, 810]
bearing: From Outer Rock of Barretts' Reef, S.E. by E. ¾ E., 1 mile.: [194, 1246, 366, 1262]
ad-title: DINNER TO E. W. STAFFORD AND C. W. RICHMOND, ESQUIRES.: [11, 655, 177, 673]
article-paragraph: That the principle of the tariff, so far as it imposes duty by gross weight or measurement, is essentially unjust, and therefore, that if the Act becomes law, the Legislature will be moved to alter it, as soon as that body shall re-assemble.: [380, 1203, 552, 1243]
article-paragraph: A Special General Meeting of the Members of the Chamber of Commerce was held on Tuesday, the 23rd ultimo. There was a large attendance of members, and several highly important matters were considered. The following memorial, prepared by the committee, was unanimously adopted:—: [380, 575, 552, 622]
article-paragraph: His Honor reproached to them the serious consequences which their discharge without a verdict must entail upon all parties, and recommended them to re-consider the matter. After about an hour's further deliberation, they agreed upon the verdict I have handed you. I may add, upon good authority, that of the jury seven were in favor of one farthing damages, one would express no opinion as to the charge against Mr. Baker, two were for some middle course, and two were for giving him £500 damages, believing Mr. Baker to be innocent of the charge brought against him.: [752, 771, 924, 863]
article-paragraph: Adverting to the next article of our contemporary, we think he has taken a too hasty and erroneous view of the relative positions of the Sydney and Melbourne Governments and that of New Zealand. In the first place, we presume the two first Executives are perfectly free to follow out their own plans for the internal regulations of their respective countries. Our contemporary says, "we are informed that all the and necessary notice was given by our New Zealand Executive to the authorities both at Sydney and Melbourne of the plan that had been determined upon (by whom?), and was in future to be followed in the transmission of the European mails to this country." Now this is a great ambiguity in the wording of the above, or we might say, omission. He does not tell us whether the due notice given by our Government was by direction of the Home Government, or whether in any despatch they had received from home they were informed that the necessary instructions had been forwarded to those governments for their guidance. If the only notice they have or had up to the date of the sailing of the Wonga Wonga consisted of our Executive's orders, we cannot help thinking that in the absence of any instructions from the Home Government having reached the two before mentioned governments, they were not bound to take their instructions as to how they might think fit to forward the New Zealand mail-bags from thence to New Zealand, in the absence, too, of any regular communication between the two countries. Had our contemporary been more explicit as to the quarter from whence the notice emanated, we might perhaps have gone along with him in his strictures on the Melbourne Government; but if our surmise as to the right of our Government to dictate to these governments be correct, we have no hesitation in saying we think that in indulging in his personal vituperations against the two gentlemen holding high and responsible government situations at Melbourne, according very ill with his opinions expressed so clearly in the adjoining column; and we cannot help expressing our regret that any person entrusted with the conduct of any portion of the press of this colony should have recourse to low personal abuse towards gentlemen a thousand miles off, even if his premises were correct upon which he rested his animadversions. We do not differ with him as to the necessity of some investigation into the matter; and we were the first to express our surprise that any of the provincial local authorities should presume, without good grounds, to interfere with the postal regulations of the colony. Still we think even this might be commented upon without attributing motives: [566, 550, 738, 969]
article-paragraph: That to the great disappointment of your memorialists, no Act has been passed by the General Assembly in its last Session, and so near to the close thereof as to be beyond the expression of public opinion on the measure—in which the objectionable principle of the former Act is maintained and the measurement duties increased on certain classes of goods, while others equally condemned in similar packages to the goods charged with duty, are exempted, thus offering temptation to smuggling, which will necessarily be open to vexatious and inconvenient examination of the contents of packages—in addition to which, the duties on tea, coffee, sugar, spirits, and tobacco have been increased, without any compensating advantages to the public.: [380, 1045, 552, 1168]
shipping-entry: December 1.—Lord Worsley, P.M. steamer, 500, Johnson, from Auckland via New Plymouth. Passengers—Mr. John Hyde, Mrs. Stewart, and Mr. Smith.: [194, 727, 366, 759]
bearing: From Baring Head, N.W. by N., 5½ miles.: [200, 1224, 334, 1233]
ad-number: 466: [168, 871, 180, 879]
list-item: D. Sinclair: [16, 741, 51, 750]
notice-body: Specifications of the Surveys may be seen at this Office, and at the Police Office, Brunner, Waimea.: [194, 647, 366, 664]
ad-oilmens-stores: [8, 1123, 180, 1270]
shipping-entry: December 2.—Elizabeth, schooner, 12, Tasker, from Collingwood. Three passengers.: [194, 824, 366, 841]
notice-signature: ALFRED DOMETT, Provincial Secretary.: [242, 306, 366, 315]
ad-title: AUCTION SALE OF HOUSE AND LAND.: [12, 319, 176, 329]
article-paragraph: The Court sat at 11 this day. The first case called was that of Baker v. Schroder, and the following gentlemen were empanelled as a Special Jury—Mr. H. A. Scott (Foreman), Messrs. Palmer, Stewart, Cook, Winter, Coyle, Alport, Banks, Lockhart, Field, Wigan, and Roberts. Mr. King and Mr. Dampier, appeared for the plaintiff; Mr. Travers for the defendant. Previous to entering on the case, the Counsel argued, with the consent of the Judge, the order of proceeding—the Judge observing that though Mr. Baker was nominally the plaintiff in the case, he was really defendant, having to defend himself from the charge which had led to the assault, as the opportunity of clearing his character was the main object of this action.: [752, 107, 924, 223]
list-item: H. Dodson: [16, 794, 50, 803]
ad-signature: MAXWELL BURY, Secretary.: [91, 1045, 180, 1054]
list-item: A. Pell: [16, 748, 37, 757]
notice-lead: TENDERS will be received at this Office until MONDAY, the 13th December next, from persons desirous of CONTRACTING to EXECUTE certain ADDITIONS required to the COLLINGWOOD GAOL.: [194, 337, 366, 375]
ad-number: 465: [168, 635, 180, 643]
bearing: Longitude 174 deg. 51 min. 15 sec. E.: [200, 1303, 324, 1312]
article-paragraph: The Emma, Captain Holland, arrived at New Plymouth on the 24th ultimo, from Sydney, and was to come on to this port in a few days.: [194, 1314, 366, 1338]
ad-house-and-land: [8, 316, 180, 481]
ad-signature: I. M. HILL.: [330, 92, 366, 101]
article-title: BAKER v. SCHRODER.: [784, 76, 892, 87]
ad-number: 462: [168, 1497, 180, 1505]
ad-auction-drapery: [8, 57, 180, 314]
article-paragraph: That the Act complained of would be taken, difficult questions would continually arise in the measurement of casks and irregularly shaped packages.: [380, 828, 552, 860]
list-item: G. Moore: [16, 771, 47, 780]
list-item: P. M. Harvey: [105, 779, 147, 788]
editorial-end: [752, 28, 924, 74]
ad-body: Under the Direction of Mr. Whitterburn. Tickets to be had of Mr. STANTON, Trafalgar-street.: [8, 947, 180, 963]
article-paragraph: That such changes are exceedingly detrimental, not only to the trade of New Zealand, but also to the interests of the shippers of goods to the colony—especially from England—as goods which are shipped on the faith of existing Customs' Laws, may come under the operation of altogether different laws when they reach their port of destination.: [380, 1244, 552, 1299]
article-paragraph: Notice is hereby given that on and after the first day of January next, a new light will be exhibited on Pencarrow Head, at the entrance of Port Nicholson (Wellington), Cook's Strait, New Zealand.: [194, 1132, 366, 1164]
article-paragraph: The following notice respecting the erection of a Lighthouse at Pencarrow Head is published at the request of the Provincial Government at Wellington.: [194, 1088, 366, 1112]
ad-title: NEW ARRIVALS, EX HARRAWAY AND CHIEFTAIN, FROM LONDON.: [16, 1127, 172, 1146]
ad-lead: JUST RECEIVED.—American Stoves, American Axes, Oven Doors, Machine Wire, Sledge Hammers, Camp Ovens, Reap Hooks, Faggin Hooks, Sickles, and Wedges.: [194, 54, 366, 91]
notice-to-mariners: [194, 1042, 366, 1623]
list-item: Single and double bedsteads and mattresses: [16, 124, 161, 133]
shipping-entry: Per White Swan, for Wellington: 2 cases, Gledhill; 2 do., Davies; 1122 pieces, 474 packages Collington stores, H. Martin; 3 cases, Cookson; 1 do., Reeve; 13 do., Mabey & Co.: [194, 915, 366, 947]
list-item: J. Whitteburn: [105, 817, 149, 826]
ad-place: Trafalgar-street, 2nd December, 1858.: [14, 625, 139, 633]
issue-heading: Baker v. Schroder. ISSUE.: [795, 886, 881, 895]
list-item: J. Mackay: [105, 763, 137, 772]
article-paragraph: To the Right Honorable Sir Edward Bulwer Lytton, Bart., M.P., Her Majesty's Principal Secretary of State for the Colonies.: [383, 623, 549, 648]
list-item: 8 " wine (Haut Sauterne): [16, 200, 98, 209]
article-paragraph: His Honor said (in substance) that he looked upon the assault committed by the defendant upon Mr. Baker, as the brutal assault of a strong man upon a weak one, of an armed man upon an unarmed man, of a layman upon a clergyman, which was prohibited by his profession from resisting force by violence. He demanded from the jury a verdict for substantial damages in vindication of the law, even if they believed the plaintiff guilty of the charge brought against him. He said, that he regarded this the more, because he had observed from his first entrance into the colony an almost universal respect for the law, and it was necessary to mark by severe punishment such a violation of the law as that committed by the defendant. He said, that without impugning in any degree the truthfulness of the defendant's witnesses, he utterly disbelieved the charge against the plaintiff—that the crime with which he was charged would in any case be considered a great and diabolical one, but if committed by a man in the position of the plaintiff, a man who was held in high esteem by his Bishop, who was represented by persons of undoubted respectability as having always enjoyed the highest character, it became most disgusting and diabolical. Honoured his own utter disbelief in his guilt, and he "demanded on the part of the plaintiff" a special verdict in reference to the charge, as it was a case which should not be left in doubt.: [752, 522, 924, 743]
article-paragraph: We are much indebted to the compilation of foreign operators for the very high prices paid for really choice lots of Sydney and Port Phillip, the former of really fine descriptions being warmly competed for by dealers, who were ready to give the best lots they could for the same may be said for some bright-haired combing from Port Phillip, much wanted by Bearers in Yorkshire, at which our own buyers had pressed in holdings, two or three instances each competed from around run the price 2d. to 4d. per lb., an evidence that only good wools will keep up. The better wools obtain good rates, and while at a further reduction of 1d., good wool, well washed, good color, and style, will always find a market. It is noticeable, and one point which the fine washing from Port Phillip for combing, pending the next sales, made during the last year has been influenced by the average price.: [380, 310, 552, 448]
shipping-subhead: IMPORTS.: [258, 904, 302, 914]
ad-body: Cash boxes, dressing cases, vases, 2 cate cast ferret carpets (second hand), 1 gig, 1 pack saddle, gold scales, and a great variety of ladies' and gentlemen's wearing apparel, and drapery, together with about 50 lots of sundries: [8, 240, 180, 279]
list-item: 7 " claret: [16, 192, 46, 201]
article-paragraph: Verdict for the plaintiff, damages £50, in vindication of the law.: [752, 997, 924, 1013]
article-paragraph: with a grin, "Faith, you do not know what you have undertaken; many a better man than yourself has threatened that same, but never succeeded." Upon surveying the ponderous volume—consisting of within a fraction of five hundred folio pages, to say nothing of some of them extending to two hundred and twenty-five sections, with some five pages of small printed appendices, all of which, professionally speaking, are to be read consecutively, according to the practice of our courts of law—it would not be saying too much, seeing that the colony has all at once gone mad upon steam, that our General Government, in order to keep up with the go-ahead spirit of the times, had borrowed the engine from the White Swan to enable it to throw off such a volume of legal smoke, which would go far to account for her detention at Auckland so long after her usual time.: [566, 27, 738, 165]
newspaper-title: THE COLONIST, FRIDAY, DECEMBER 3.: [423, 6, 691, 21]
list-item: W. Wells: [16, 725, 43, 734]
notice-body: Specifications may be seen at this Office, and at the Court House, Collingwood.: [194, 375, 366, 392]
ad-number: 460: [354, 102, 366, 110]
section-header-government-notices: Government Notices.: [194, 235, 366, 258]
